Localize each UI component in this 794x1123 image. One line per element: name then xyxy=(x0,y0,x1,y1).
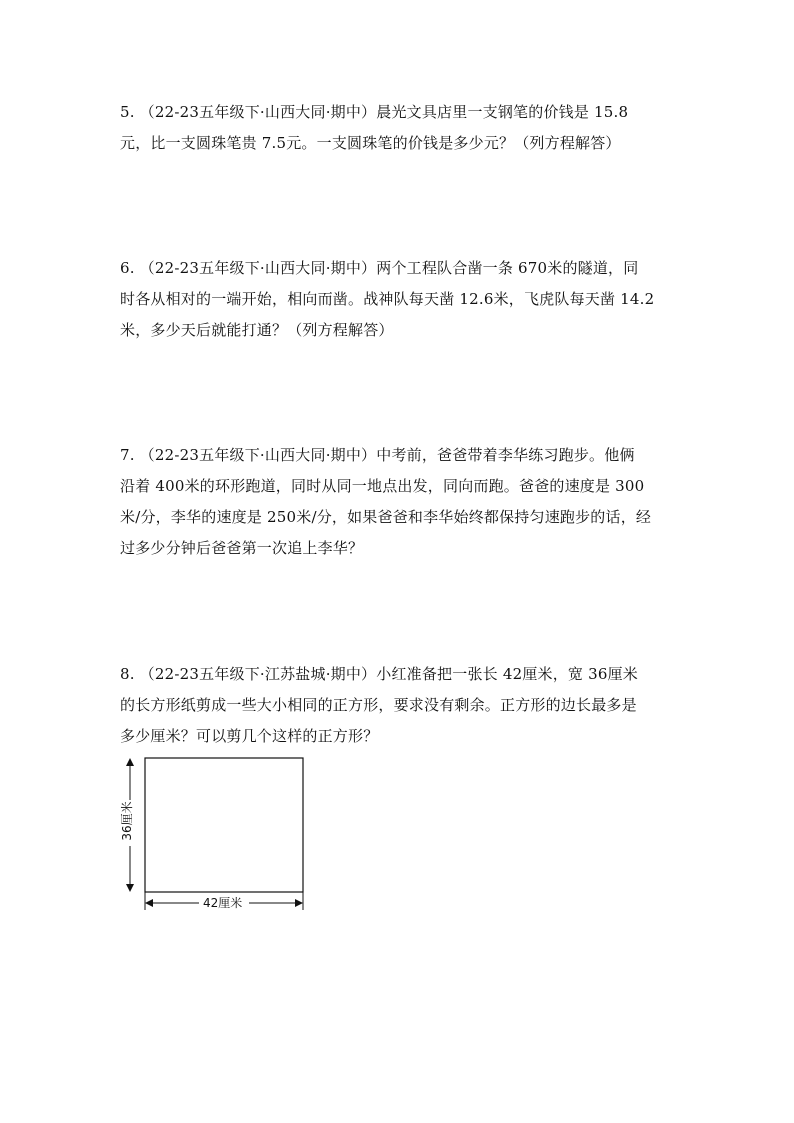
height-label: 36厘米 xyxy=(120,801,134,841)
rectangle-figure xyxy=(115,752,315,917)
question-7-line-3: 米/分，李华的速度是 250米/分，如果爸爸和李华始终都保持匀速跑步的话，经 xyxy=(120,508,652,526)
question-7-line-4: 过多少分钟后爸爸第一次追上李华？ xyxy=(120,539,364,557)
question-5 xyxy=(120,97,680,159)
question-5-line-1: 5. （22-23五年级下·山西大同·期中）晨光文具店里一支钢笔的价钱是 15.8 xyxy=(120,103,629,121)
question-7-line-1: 7. （22-23五年级下·山西大同·期中）中考前，爸爸带着李华练习跑步。他俩 xyxy=(120,446,635,464)
question-6-line-1: 6. （22-23五年级下·山西大同·期中）两个工程队合凿一条 670米的隧道，同 xyxy=(120,259,639,277)
question-5-line-2: 元，比一支圆珠笔贵 7.5元。一支圆珠笔的价钱是多少元？（列方程解答） xyxy=(120,134,621,152)
question-7 xyxy=(120,440,680,564)
question-8-line-1: 8. （22-23五年级下·江苏盐城·期中）小红准备把一张长 42厘米，宽 36厘米 xyxy=(120,665,638,683)
question-8-line-3: 多少厘米？可以剪几个这样的正方形？ xyxy=(120,727,379,745)
question-6-line-3: 米，多少天后就能打通？（列方程解答） xyxy=(120,321,394,339)
question-6-line-2: 时各从相对的一端开始，相向而凿。战神队每天凿 12.6米，飞虎队每天凿 14.2 xyxy=(120,290,655,308)
question-6 xyxy=(120,253,680,346)
question-7-line-2: 沿着 400米的环形跑道，同时从同一地点出发，同向而跑。爸爸的速度是 300 xyxy=(120,477,645,495)
width-label: 42厘米 xyxy=(203,896,243,910)
rectangle-diagram xyxy=(115,752,315,917)
paper-rectangle xyxy=(145,758,303,892)
question-8 xyxy=(120,659,680,752)
question-8-line-2: 的长方形纸剪成一些大小相同的正方形，要求没有剩余。正方形的边长最多是 xyxy=(120,696,637,714)
